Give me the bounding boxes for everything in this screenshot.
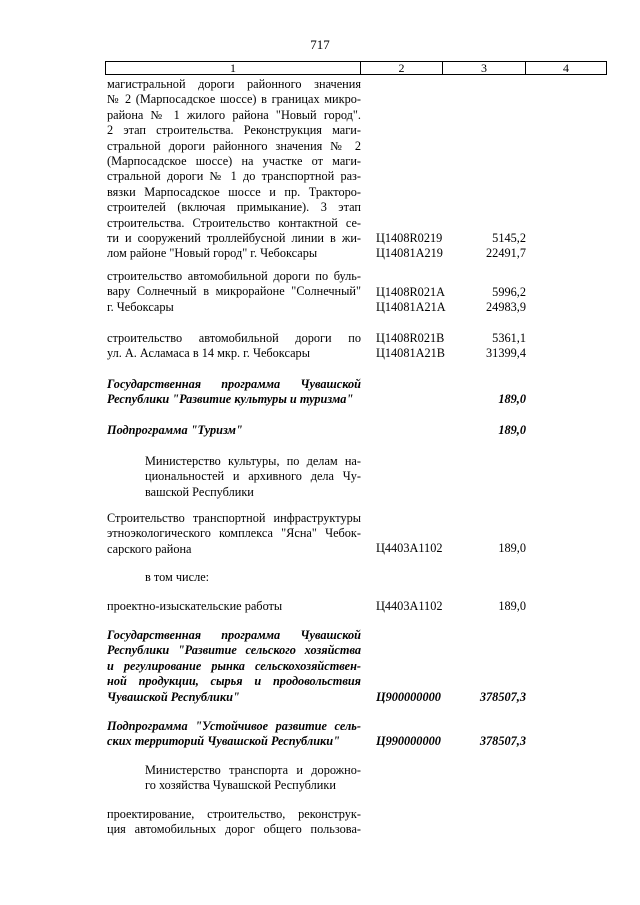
text-line: проектирование, строительство, реконструк- bbox=[107, 807, 361, 821]
text-line: Подпрограмма "Устойчивое развитие сель- bbox=[107, 719, 361, 733]
text-line: строителей (включая примыкание). 3 этап bbox=[107, 200, 361, 215]
text-line: района № 1 жилого района "Новый город". bbox=[107, 107, 361, 122]
row-description bbox=[107, 807, 361, 838]
amount-value: 22491,7 bbox=[486, 246, 526, 261]
text-line: Государственная программа Чувашской bbox=[107, 377, 361, 391]
code-value: Ц14081A219 bbox=[376, 246, 443, 261]
row-amount: 189,0 bbox=[498, 423, 526, 437]
text-line: Министерство транспорта и дорожно- bbox=[145, 763, 361, 777]
text-line: этноэкологического комплекса "Ясна" Чебок- bbox=[107, 526, 361, 541]
subprogram-heading bbox=[107, 423, 361, 438]
text-line: 2 этап строительства. Реконструкция маги- bbox=[107, 123, 361, 138]
text-line: Республики "Развитие сельского хозяйства bbox=[107, 643, 361, 658]
table-header bbox=[105, 61, 607, 75]
text-line: ул. А. Асламаса в 14 мкр. г. Чебоксары bbox=[107, 346, 310, 361]
text-line: и регулирование рынка сельскохозяйствен- bbox=[107, 658, 361, 673]
row-code bbox=[376, 331, 456, 362]
text-line: № 2 (Марпосадское шоссе) в границах микро- bbox=[107, 92, 361, 107]
program-heading bbox=[107, 377, 361, 408]
row-code: Ц990000000 bbox=[376, 734, 441, 748]
row-description bbox=[107, 77, 361, 262]
row-description bbox=[107, 599, 361, 614]
text-line: Министерство культуры, по делам на- bbox=[145, 454, 361, 468]
text-line: вязки Марпосадское шоссе и пр. Тракторо- bbox=[107, 184, 361, 199]
amount-value: 24983,9 bbox=[486, 300, 526, 315]
ministry-name bbox=[145, 763, 361, 794]
code-value: Ц1408R021B bbox=[376, 331, 445, 345]
text-line: Подпрограмма "Туризм" bbox=[107, 423, 243, 437]
row-amount: 189,0 bbox=[498, 541, 526, 555]
row-description bbox=[107, 511, 361, 557]
code-value: Ц1408R021A bbox=[376, 285, 446, 299]
subprogram-heading bbox=[107, 719, 361, 750]
row-description bbox=[107, 331, 361, 362]
text-line: Строительство транспортной инфраструктуры bbox=[107, 511, 361, 525]
text-line: стральной дороги № 1 до транспортной раз- bbox=[107, 169, 361, 184]
row-note bbox=[145, 570, 361, 585]
amount-value: 31399,4 bbox=[486, 346, 526, 361]
text-line: ция автомобильных дорог общего пользова- bbox=[107, 822, 361, 837]
header-col-4: 4 bbox=[563, 61, 569, 75]
row-code: Ц900000000 bbox=[376, 690, 441, 704]
row-amount: 189,0 bbox=[498, 599, 526, 613]
text-line: вашской Республики bbox=[145, 484, 254, 499]
text-line: вару Солнечный в микрорайоне "Солнечный" bbox=[107, 284, 361, 299]
row-amount: 378507,3 bbox=[479, 734, 526, 748]
page-number: 717 bbox=[310, 37, 330, 52]
header-col-2: 2 bbox=[398, 61, 405, 75]
row-description bbox=[107, 269, 361, 315]
text-line: строительства. Строительство контактной се- bbox=[107, 215, 361, 230]
amount-value: 5145,2 bbox=[492, 231, 526, 245]
text-line: Республики "Развитие культуры и туризма" bbox=[107, 392, 354, 407]
text-line: строительство автомобильной дороги по bbox=[107, 331, 361, 345]
text-line: лом районе "Новый город" г. Чебоксары bbox=[107, 246, 318, 261]
header-col-1: 1 bbox=[230, 61, 236, 75]
text-line: циональностей и архивного дела Чу- bbox=[145, 469, 361, 484]
text-line: го хозяйства Чувашской Республики bbox=[145, 778, 336, 793]
text-line: строительство автомобильной дороги по буль- bbox=[107, 269, 361, 283]
ministry-name bbox=[145, 454, 361, 500]
program-heading bbox=[107, 628, 361, 705]
text-line: (Марпосадское шоссе) на участке от маги- bbox=[107, 154, 361, 169]
header-col-3: 3 bbox=[481, 61, 487, 75]
amount-value: 5996,2 bbox=[492, 285, 526, 299]
text-line: сарского района bbox=[107, 541, 192, 556]
text-line: в том числе: bbox=[145, 570, 210, 584]
row-amount bbox=[462, 285, 526, 316]
text-line: проектно-изыскательские работы bbox=[107, 599, 283, 613]
code-value: Ц14081A21A bbox=[376, 300, 446, 315]
text-line: ских территорий Чувашской Республики" bbox=[107, 734, 340, 749]
code-value: Ц14081A21B bbox=[376, 346, 446, 361]
row-code bbox=[376, 285, 456, 316]
text-line: г. Чебоксары bbox=[107, 299, 174, 314]
amount-value: 5361,1 bbox=[492, 331, 526, 345]
row-code: Ц4403А1102 bbox=[376, 541, 443, 555]
row-amount bbox=[462, 331, 526, 362]
text-line: магистральной дороги районного значения bbox=[107, 77, 361, 91]
text-line: Государственная программа Чувашской bbox=[107, 628, 361, 642]
row-amount bbox=[462, 231, 526, 262]
row-code: Ц4403А1102 bbox=[376, 599, 443, 613]
text-line: ной продукции, сырья и продовольствия bbox=[107, 674, 361, 689]
text-line: Чувашской Республики" bbox=[107, 689, 240, 704]
row-code bbox=[376, 231, 456, 262]
row-amount: 378507,3 bbox=[479, 690, 526, 704]
code-value: Ц1408R0219 bbox=[376, 231, 443, 245]
text-line: ти и сооружений троллейбусной линии в жи- bbox=[107, 231, 361, 246]
row-amount: 189,0 bbox=[498, 392, 526, 406]
text-line: стральной дороги районного значения № 2 bbox=[107, 138, 361, 153]
